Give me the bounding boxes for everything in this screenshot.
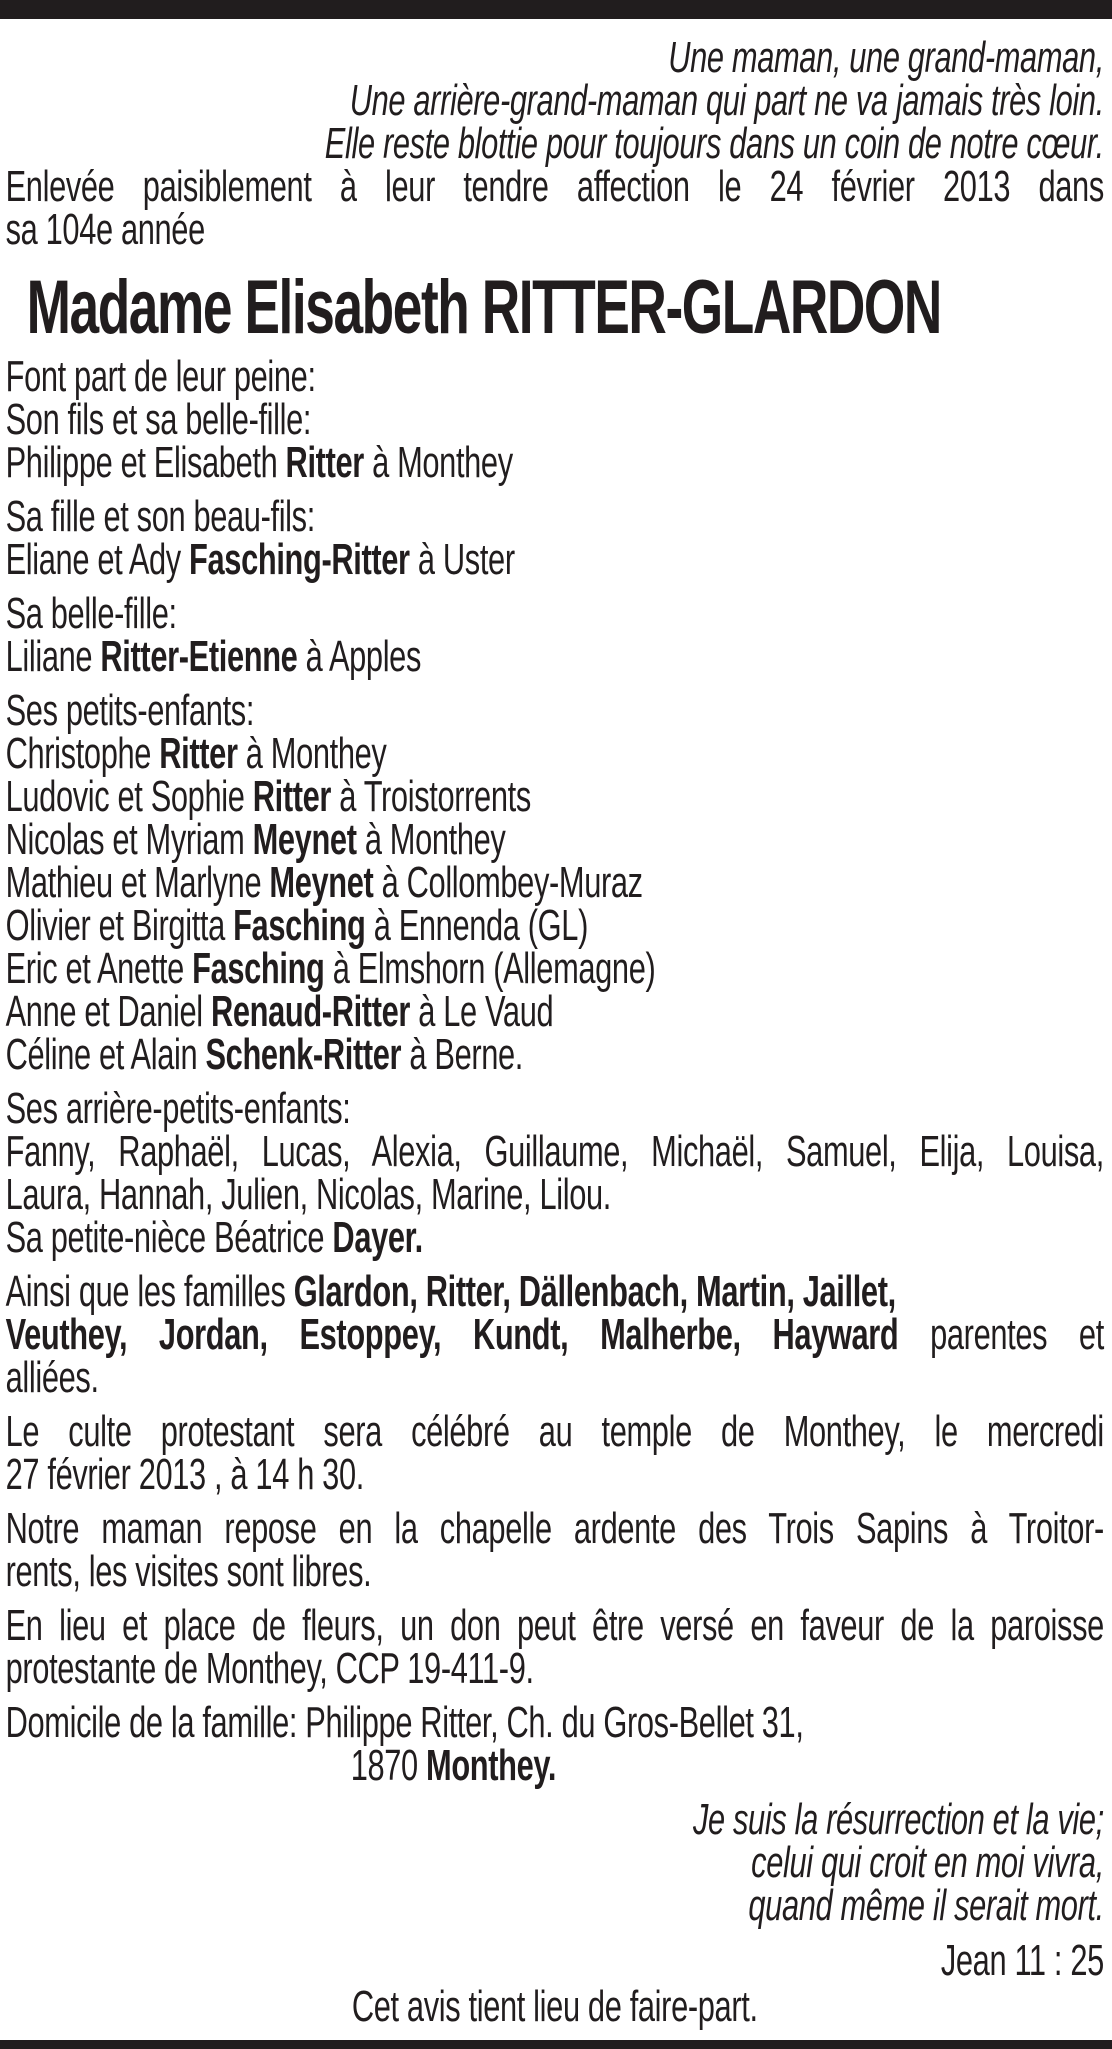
member-place: à Collombey-Muraz bbox=[373, 858, 643, 907]
intro-paragraph bbox=[5, 162, 1104, 254]
announcement-heading: Font part de leur peine: bbox=[5, 352, 316, 401]
scripture-line: celui qui croit en moi vivra, bbox=[751, 1838, 1104, 1887]
member-surname: Meynet bbox=[252, 815, 357, 864]
member-place: à Monthey bbox=[356, 815, 506, 864]
member-names: Anne et Daniel bbox=[5, 987, 211, 1036]
family-member-line bbox=[5, 438, 1104, 487]
family-member-line bbox=[5, 535, 1104, 584]
family-group-grandchildren bbox=[5, 686, 1104, 1079]
member-names: Olivier et Birgitta bbox=[5, 901, 234, 950]
family-member-line bbox=[5, 944, 1104, 993]
family-group-daughter-in-law bbox=[5, 589, 1104, 681]
member-surname: Ritter bbox=[285, 438, 364, 487]
member-surname: Fasching-Ritter bbox=[189, 535, 410, 584]
member-names: Mathieu et Marlyne bbox=[5, 858, 270, 907]
repose-line: rents, les visites sont libres. bbox=[5, 1547, 372, 1596]
family-member-line bbox=[5, 729, 1104, 778]
great-grandchildren-names: Fanny, Raphaël, Lucas, Alexia, Guillaume, Michaël, Samuel, Elija, Louisa, bbox=[5, 1127, 1104, 1176]
family-member-line bbox=[5, 772, 1104, 821]
repose-line: Notre maman repose en la chapelle ardente des Trois Sapins à Troitor- bbox=[5, 1504, 1104, 1553]
member-surname: Fasching bbox=[192, 944, 325, 993]
member-place: à Troistorrents bbox=[331, 772, 531, 821]
group-label: Sa belle-fille: bbox=[5, 589, 177, 638]
member-names: Liliane bbox=[5, 632, 101, 681]
family-group-great-grandchildren bbox=[5, 1084, 1104, 1262]
related-families-paragraph bbox=[5, 1267, 1104, 1402]
related-families-line: alliées. bbox=[5, 1353, 99, 1402]
member-names: Ludovic et Sophie bbox=[5, 772, 253, 821]
scripture-quote bbox=[6, 1795, 1104, 1930]
scripture-line: quand même il serait mort. bbox=[748, 1881, 1104, 1930]
member-names: Nicolas et Myriam bbox=[5, 815, 253, 864]
member-surname: Ritter bbox=[252, 772, 332, 821]
member-names: Céline et Alain bbox=[5, 1030, 206, 1079]
grand-niece-names: Sa petite-nièce Béatrice bbox=[5, 1213, 333, 1262]
family-member-line bbox=[5, 815, 1104, 864]
family-member-line bbox=[5, 858, 1104, 907]
family-group-son bbox=[5, 352, 1104, 487]
great-grandchildren-names: Laura, Hannah, Julien, Nicolas, Marine, Lilou. bbox=[5, 1170, 611, 1219]
related-families-names: Veuthey, Jordan, Estoppey, Kundt, Malherbe, Hayward bbox=[5, 1310, 899, 1359]
intro-line: Enlevée paisiblement à leur tendre affection le 24 février 2013 dans bbox=[5, 162, 1104, 211]
scripture-line: Je suis la résurrection et la vie; bbox=[692, 1795, 1104, 1844]
related-families-line bbox=[5, 1310, 1104, 1359]
member-place: à Berne. bbox=[401, 1030, 524, 1079]
donations-line: En lieu et place de fleurs, un don peut être versé en faveur de la paroisse bbox=[5, 1601, 1104, 1650]
service-paragraph bbox=[5, 1407, 1104, 1499]
epigraph-line: Une arrière-grand-maman qui part ne va jamais très loin. bbox=[349, 76, 1104, 125]
member-surname: Schenk-Ritter bbox=[205, 1030, 402, 1079]
city-name: Monthey. bbox=[426, 1741, 557, 1790]
member-place: à Apples bbox=[297, 632, 422, 681]
donations-line: protestante de Monthey, CCP 19-411-9. bbox=[5, 1644, 534, 1693]
related-families-suffix: parentes et bbox=[898, 1310, 1104, 1359]
member-names: Eric et Anette bbox=[5, 944, 193, 993]
epigraph-line: Elle reste blottie pour toujours dans un coin de notre cœur. bbox=[324, 119, 1104, 168]
member-place: à Uster bbox=[409, 535, 515, 584]
member-place: à Ennenda (GL) bbox=[365, 901, 588, 950]
intro-line: sa 104e année bbox=[5, 205, 205, 254]
notice-content bbox=[0, 19, 1112, 2031]
domicile-paragraph bbox=[5, 1698, 1104, 1790]
member-place: à Monthey bbox=[363, 438, 513, 487]
member-surname: Ritter-Etienne bbox=[100, 632, 298, 681]
scripture-reference: Jean 11 : 25 bbox=[940, 1936, 1104, 1985]
member-surname: Ritter bbox=[159, 729, 238, 778]
group-label: Son fils et sa belle-fille: bbox=[5, 395, 312, 444]
member-surname: Meynet bbox=[269, 858, 374, 907]
member-names: Eliane et Ady bbox=[5, 535, 190, 584]
postal-code: 1870 bbox=[350, 1741, 427, 1790]
family-member-line bbox=[5, 987, 1104, 1036]
related-families-line bbox=[5, 1267, 1104, 1316]
group-label: Ses arrière-petits-enfants: bbox=[5, 1084, 351, 1133]
related-families-names: Glardon, Ritter, Dällenbach, Martin, Jaillet, bbox=[293, 1267, 896, 1316]
family-member-line bbox=[5, 1030, 1104, 1079]
family-member-line bbox=[5, 632, 1104, 681]
top-rule bbox=[0, 0, 1112, 19]
domicile-line: Domicile de la famille: Philippe Ritter, Ch. du Gros-Bellet 31, bbox=[5, 1698, 804, 1747]
member-place: à Le Vaud bbox=[410, 987, 554, 1036]
group-label: Sa fille et son beau-fils: bbox=[5, 492, 315, 541]
domicile-city-line bbox=[6, 1741, 1104, 1790]
member-names: Philippe et Elisabeth bbox=[5, 438, 286, 487]
service-line: Le culte protestant sera célébré au temple de Monthey, le mercredi bbox=[5, 1407, 1104, 1456]
bottom-rule bbox=[0, 2040, 1112, 2049]
epigraph bbox=[6, 33, 1104, 168]
family-group-daughter bbox=[5, 492, 1104, 584]
service-line: 27 février 2013 , à 14 h 30. bbox=[5, 1450, 364, 1499]
group-label: Ses petits-enfants: bbox=[5, 686, 255, 735]
epigraph-line: Une maman, une grand-maman, bbox=[668, 33, 1104, 82]
repose-paragraph bbox=[5, 1504, 1104, 1596]
grand-niece-surname: Dayer. bbox=[332, 1213, 423, 1262]
related-families-intro: Ainsi que les familles bbox=[5, 1267, 294, 1316]
grand-niece-line bbox=[5, 1213, 1104, 1262]
member-names: Christophe bbox=[5, 729, 160, 778]
member-place: à Elmshorn (Allemagne) bbox=[324, 944, 656, 993]
member-surname: Fasching bbox=[233, 901, 366, 950]
donations-paragraph bbox=[5, 1601, 1104, 1693]
footer-note: Cet avis tient lieu de faire-part. bbox=[351, 1982, 758, 2031]
member-place: à Monthey bbox=[237, 729, 387, 778]
family-member-line bbox=[5, 901, 1104, 950]
deceased-name-title: Madame Elisabeth RITTER-GLARDON bbox=[26, 265, 941, 350]
member-surname: Renaud-Ritter bbox=[210, 987, 411, 1036]
